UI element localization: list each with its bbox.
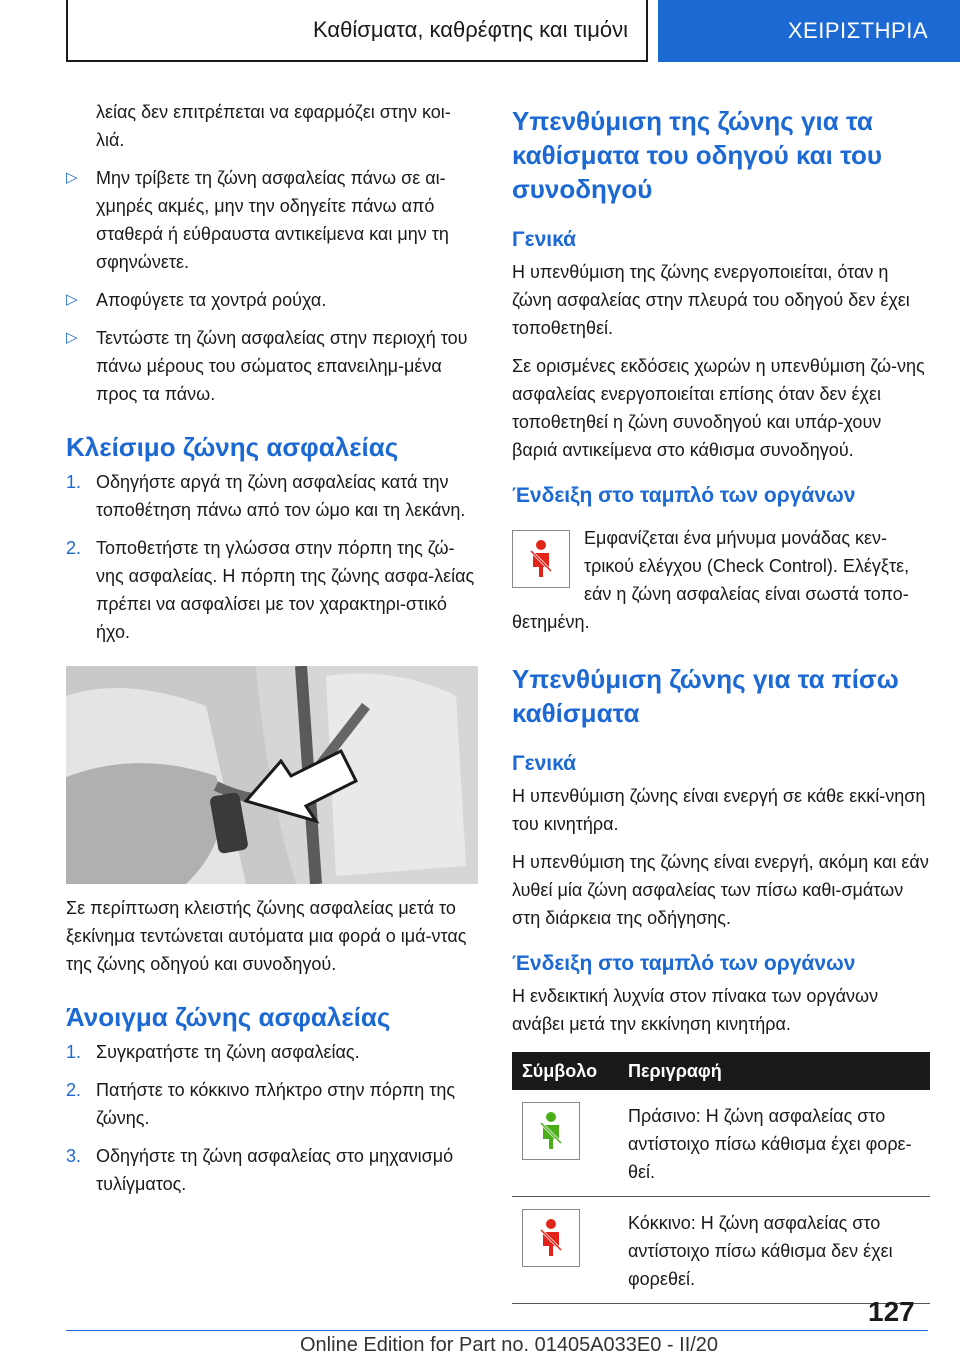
section-header	[66, 0, 648, 62]
step-item: 1. Οδηγήστε αργά τη ζώνη ασφαλείας κατά την τοποθέτηση πάνω από τον ώμο και τη λεκάνη.	[66, 472, 466, 520]
general-paragraph: Η υπενθύμιση της ζώνης ενεργοποιείται, όταν η ζώνη ασφαλείας στην πλευρά του οδηγού δεν έχει τοποθετηθεί.	[512, 262, 910, 338]
seatbelt-illustration	[66, 666, 478, 884]
rear-paragraph: Η υπενθύμιση ζώνης είναι ενεργή σε κάθε εκκί-νηση του κινητήρα.	[512, 786, 926, 834]
seatbelt-warning-icon	[512, 530, 570, 588]
triangle-bullet-icon: ▷	[66, 169, 78, 186]
check-control-block	[512, 524, 930, 636]
step-item: 2. Τοποθετήστε τη γλώσσα στην πόρπη της ζώ-νης ασφαλείας. Η πόρπη της ζώνης ασφα-λείας πρέπει να ασφαλίσει με τον χαρακτηρι-στικό ήχο.	[66, 538, 475, 642]
lock-heading: Κλείσιμο ζώνης ασφαλείας	[66, 432, 399, 462]
open-heading: Άνοιγμα ζώνης ασφαλείας	[66, 1002, 391, 1032]
table-row	[512, 1090, 930, 1197]
triangle-bullet-icon: ▷	[66, 291, 78, 308]
section-title: Καθίσματα, καθρέφτης και τιμόνι	[313, 17, 628, 42]
seatbelt-photo	[66, 666, 478, 884]
after-photo-text: Σε περίπτωση κλειστής ζώνης ασφαλείας μετά το ξεκίνημα τεντώνεται αυτόματα μια φορά ο ιμά-ντας της ζώνης οδηγού και συνοδηγού.	[66, 898, 467, 974]
table-cell-description: Πράσινο: Η ζώνη ασφαλείας στο αντίστοιχο πίσω κάθισμα έχει φορε-θεί.	[618, 1090, 930, 1197]
display-paragraph: Εμφανίζεται ένα μήνυμα μονάδας κεν-τρικού ελέγχου (Check Control). Ελέγξτε, εάν η ζώνη ασφαλείας είναι σωστά τοπο-θετημένη.	[512, 528, 910, 632]
general-heading: Γενικά	[512, 228, 577, 251]
bullet-item: ▷ Αποφύγετε τα χοντρά ρούχα.	[66, 286, 478, 314]
right-column	[512, 104, 930, 1304]
bullet-item: ▷ Μην τρίβετε τη ζώνη ασφαλείας πάνω σε αι-χμηρές ακμές, μην την οδηγείτε πάνω από σταθερά ή εύθραυστα αντικείμενα και μην τη σφηνώνετε.	[66, 164, 478, 276]
table-header-description: Περιγραφή	[618, 1052, 930, 1090]
open-steps	[66, 1038, 478, 1198]
lock-steps	[66, 468, 478, 646]
step-item: 3. Οδηγήστε τη ζώνη ασφαλείας στο μηχανισμό τυλίγματος.	[66, 1146, 454, 1194]
table-header-symbol: Σύμβολο	[512, 1052, 618, 1090]
left-column	[66, 98, 478, 1198]
triangle-bullet-icon: ▷	[66, 329, 78, 346]
seatbelt-red-icon	[522, 1209, 580, 1267]
bullet-list	[66, 164, 478, 408]
step-item: 1. Συγκρατήστε τη ζώνη ασφαλείας.	[66, 1042, 360, 1062]
general-heading: Γενικά	[512, 752, 577, 775]
seatbelt-green-icon	[522, 1102, 580, 1160]
display-paragraph: Η ενδεικτική λυχνία στον πίνακα των οργάνων ανάβει μετά την εκκίνηση κινητήρα.	[512, 986, 879, 1034]
general-paragraph: Σε ορισμένες εκδόσεις χωρών η υπενθύμιση ζώ-νης ασφαλείας ενεργοποιείται επίσης όταν δεν έχει τοποθετηθεί η ζώνη συνοδηγού και υπάρ-χουν βαριά αντικείμενα στο κάθισμα συνοδηγού.	[512, 356, 925, 460]
chapter-tab[interactable]	[658, 0, 960, 62]
table-row	[512, 1197, 930, 1304]
display-heading: Ένδειξη στο ταμπλό των οργάνων	[512, 484, 856, 507]
display-heading: Ένδειξη στο ταμπλό των οργάνων	[512, 952, 856, 975]
reminder-heading: Υπενθύμιση της ζώνης για τα καθίσματα του οδηγού και του συνοδηγού	[512, 106, 882, 204]
step-item: 2. Πατήστε το κόκκινο πλήκτρο στην πόρπη της ζώνης.	[66, 1080, 456, 1128]
bullet-item: ▷ Τεντώστε τη ζώνη ασφαλείας στην περιοχή του πάνω μέρους του σώματος επανειλημ-μένα προς τα πάνω.	[66, 324, 478, 408]
rear-paragraph: Η υπενθύμιση της ζώνης είναι ενεργή, ακόμη και εάν λυθεί μία ζώνη ασφαλείας των πίσω καθι-σμάτων στη διάρκεια της οδήγησης.	[512, 852, 929, 928]
rear-heading: Υπενθύμιση ζώνης για τα πίσω καθίσματα	[512, 664, 899, 728]
intro-continuation: λείας δεν επιτρέπεται να εφαρμόζει στην κοι-λιά.	[96, 102, 451, 150]
chapter-tab-label: ΧΕΙΡΙΣΤΗΡΙΑ	[787, 18, 928, 43]
symbol-table	[512, 1052, 930, 1304]
table-cell-description: Κόκκινο: Η ζώνη ασφαλείας στο αντίστοιχο πίσω κάθισμα δεν έχει φορεθεί.	[618, 1197, 930, 1304]
footer-divider	[66, 1330, 928, 1331]
edition-footer: Online Edition for Part no. 01405A033E0 - II/20	[300, 1334, 719, 1356]
page-number: 127	[868, 1296, 915, 1327]
